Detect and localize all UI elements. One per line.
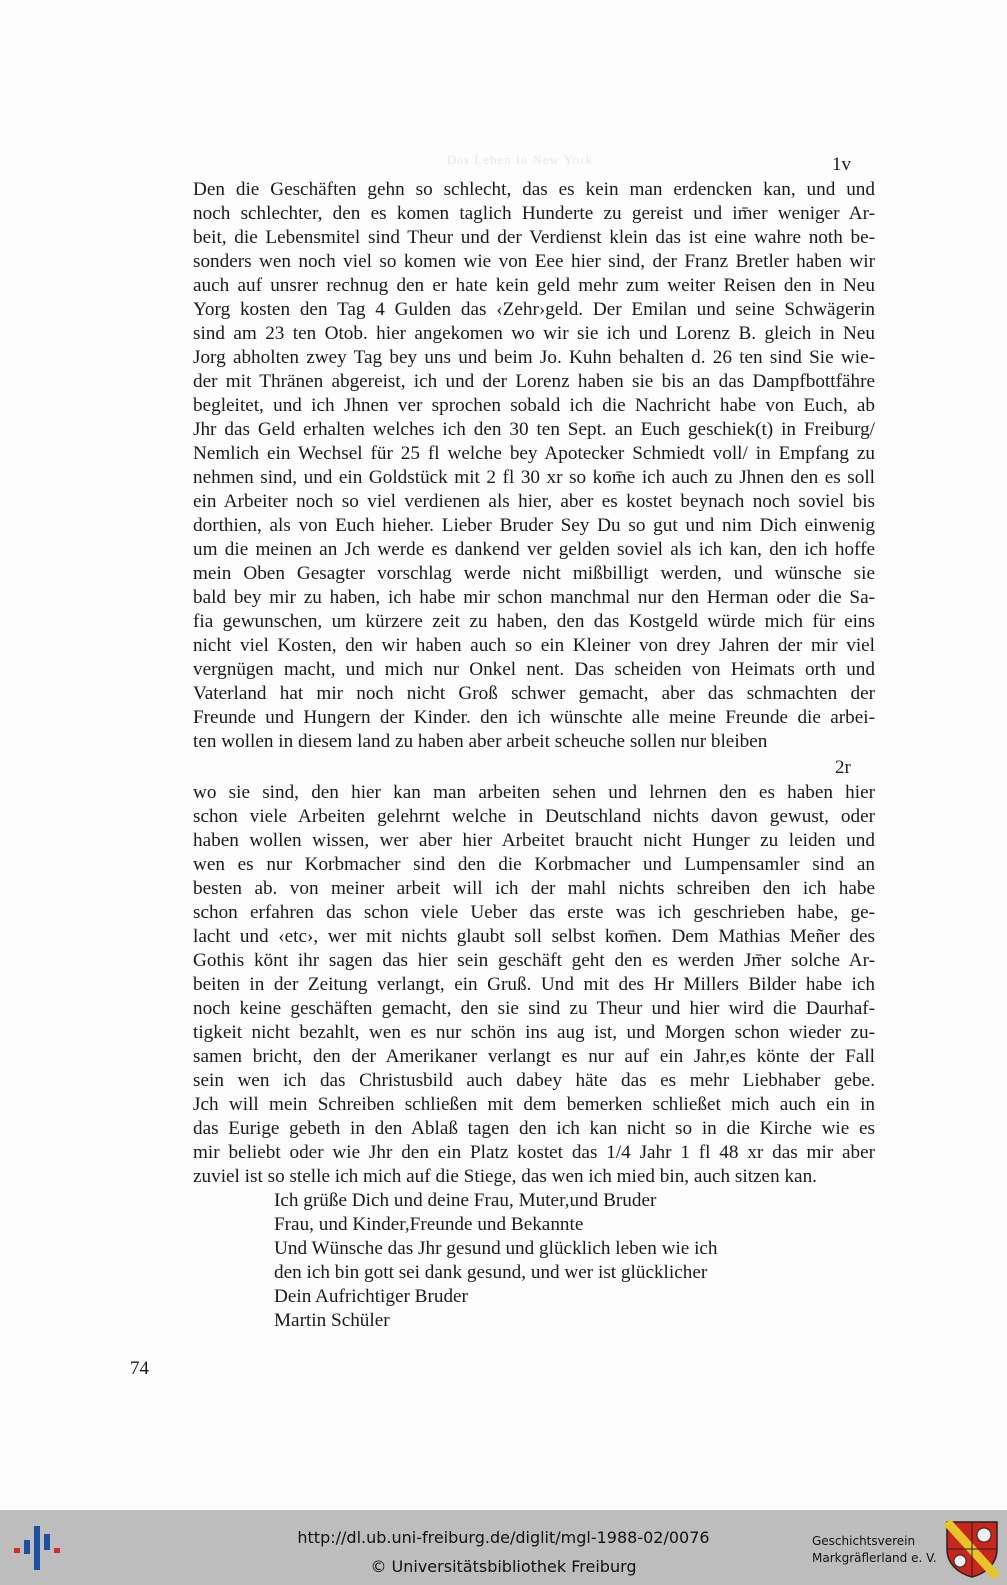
footer-bar bbox=[0, 1510, 1007, 1585]
society-name-line-1: Geschichtsverein bbox=[812, 1534, 916, 1548]
text-line: Jorg abholten zwey Tag bey uns und beim Jo. Kuhn behalten d. 26 ten sind Sie wie- bbox=[193, 347, 875, 368]
text-line: schon viele Arbeiten gelehrnt welche in Deutschland nichts davon gewust, oder bbox=[193, 806, 875, 827]
text-line: beit, die Lebensmitel sind Theur und der Verdienst klein das ist eine wahre noth be- bbox=[193, 227, 875, 248]
text-line: wo sie sind, den hier kan man arbeiten sehen und lehrnen den es haben hier bbox=[193, 782, 875, 803]
copyright-notice: © Universitätsbibliothek Freiburg bbox=[370, 1557, 637, 1576]
text-line: ein Arbeiter noch so viel verdienen als hier, aber es kostet beynach noch soviel bis bbox=[193, 491, 875, 512]
document-url-link[interactable]: http://dl.ub.uni-freiburg.de/diglit/mgl-1988-02/0076 bbox=[297, 1528, 710, 1547]
closing-line: Martin Schüler bbox=[274, 1310, 390, 1331]
text-line: mein Oben Gesagter vorschlag werde nicht mißbilligt werden, und wünsche sie bbox=[193, 563, 875, 584]
running-head: Das Leben in New York bbox=[446, 152, 594, 167]
text-line: Jhr das Geld erhalten welches ich den 30 ten Sept. an Euch geschiek(t) in Freiburg/ bbox=[193, 419, 875, 440]
text-line: vergnügen macht, und mich nur Onkel nent. Das scheiden von Heimats orth und bbox=[193, 659, 875, 680]
coat-of-arms-icon bbox=[944, 1519, 1000, 1579]
text-line: nehmen sind, und ein Goldstück mit 2 fl 30 xr so kom̄e ich auch zu Jhnen den es soll bbox=[193, 467, 875, 488]
text-line: sonders wen noch viel so komen wie von Eee hier sind, der Franz Bretler haben wir bbox=[193, 251, 875, 272]
society-name-line-2: Markgräflerland e. V. bbox=[812, 1551, 937, 1565]
text-line: wen es nur Korbmacher sind den die Korbmacher und Lumpensamler sind an bbox=[193, 854, 875, 875]
text-line: ten wollen in diesem land zu haben aber arbeit scheuche sollen nur bleiben bbox=[193, 731, 768, 752]
text-line: noch keine geschäften gemacht, den sie sind zu Theur und hier wird die Daurhaf- bbox=[193, 998, 875, 1019]
text-line: samen bricht, den der Amerikaner verlangt es nur auf ein Jahr,es könte der Fall bbox=[193, 1046, 875, 1067]
society-name bbox=[812, 1533, 937, 1567]
text-line: sein wen ich das Christusbild auch dabey häte das es mehr Liebhaber gebe. bbox=[193, 1070, 875, 1091]
text-line: begleitet, und ich Jhnen ver sprochen sobald ich die Nachricht habe von Euch, ab bbox=[193, 395, 875, 416]
text-line: der mit Thränen abgereist, ich und der Lorenz haben sie bis an das Dampfbottfähre bbox=[193, 371, 875, 392]
text-line: lacht und ‹etc›, wer mit nichts glaubt soll selbst kom̄en. Dem Mathias Meñer des bbox=[193, 926, 875, 947]
text-line: auch auf unsrer rechnug den er hate kein geld mehr zum weiter Reisen den in Neu bbox=[193, 275, 875, 296]
folio-marker-1v: 1v bbox=[832, 154, 851, 175]
text-line: zuviel ist so stelle ich mich auf die Stiege, das wen ich mied bin, auch sitzen kan. bbox=[193, 1166, 817, 1187]
text-line: haben wollen wissen, wer aber hier Arbeitet braucht nicht Hunger zu leiden und bbox=[193, 830, 875, 851]
text-line: fia gewunschen, um kürzere zeit zu haben, den das Kostgeld würde mich für eins bbox=[193, 611, 875, 632]
closing-line: Frau, und Kinder,Freunde und Bekannte bbox=[274, 1214, 584, 1235]
page-number: 74 bbox=[130, 1358, 149, 1379]
folio-marker-2r: 2r bbox=[835, 757, 851, 778]
letter-body-part-2 bbox=[193, 781, 875, 1189]
text-line: Yorg kosten den Tag 4 Gulden das ‹Zehr›geld. Der Emilan und seine Schwägerin bbox=[193, 299, 875, 320]
text-line: Nemlich ein Wechsel für 25 fl welche bey Apotecker Schmiedt voll/ in Empfang zu bbox=[193, 443, 875, 464]
text-line: besten ab. von meiner arbeit will ich der mahl nichts schreiben den ich habe bbox=[193, 878, 875, 899]
letter-closing bbox=[274, 1189, 718, 1333]
text-line: Jch will mein Schreiben schließen mit dem bemerken schließet mich auch ein in bbox=[193, 1094, 875, 1115]
text-line: um die meinen an Jch werde es dankend ver gelden soviel als ich kan, den ich hoffe bbox=[193, 539, 875, 560]
text-line: mir beliebt oder wie Jhr den ein Platz kostet das 1/4 Jahr 1 fl 48 xr das mir aber bbox=[193, 1142, 875, 1163]
text-line: bald bey mir zu haben, ich habe mir schon manchmal nur den Herman oder die Sa- bbox=[193, 587, 875, 608]
text-line: noch schlechter, den es komen taglich Hunderte zu gereist und im̄er weniger Ar- bbox=[193, 203, 875, 224]
text-line: Freunde und Hungern der Kinder. den ich wünschte alle meine Freunde die arbei- bbox=[193, 707, 875, 728]
text-line: dorthien, als von Euch hieher. Lieber Bruder Sey Du so gut und nim Dich einwenig bbox=[193, 515, 875, 536]
text-line: sind am 23 ten Otob. hier angekomen wo wir sie ich und Lorenz B. gleich in Neu bbox=[193, 323, 875, 344]
closing-line: Ich grüße Dich und deine Frau, Muter,und Bruder bbox=[274, 1190, 657, 1211]
text-line: das Eurige gebeth in den Ablaß tagen den ich kan nicht so in die Kirche wie es bbox=[193, 1118, 875, 1139]
closing-line: den ich bin gott sei dank gesund, und wer ist glücklicher bbox=[274, 1262, 708, 1283]
text-line: Gothis könt ihr sagen das hier sein geschäft geht den es werden Jm̄er solche Ar- bbox=[193, 950, 875, 971]
text-line: schon erfahren das schon viele Ueber das erste was ich geschrieben habe, ge- bbox=[193, 902, 875, 923]
text-line: beiten in der Zeitung verlangt, ein Gruß. Und mit des Hr Millers Bilder habe ich bbox=[193, 974, 875, 995]
text-line: tigkeit nicht bezahlt, wen es nur schön ins aug ist, und Morgen schon wieder zu- bbox=[193, 1022, 875, 1043]
text-line: Den die Geschäften gehn so schlecht, das es kein man erdencken kan, und und bbox=[193, 179, 875, 200]
text-line: nicht viel Kosten, den wir haben auch so ein Kleiner von drey Jahren der mir viel bbox=[193, 635, 875, 656]
text-line: Vaterland hat mir noch nicht Groß schwer gemacht, aber das schmachten der bbox=[193, 683, 875, 704]
letter-body-part-1 bbox=[193, 178, 875, 754]
closing-line: Und Wünsche das Jhr gesund und glücklich leben wie ich bbox=[274, 1238, 718, 1259]
closing-line: Dein Aufrichtiger Bruder bbox=[274, 1286, 468, 1307]
